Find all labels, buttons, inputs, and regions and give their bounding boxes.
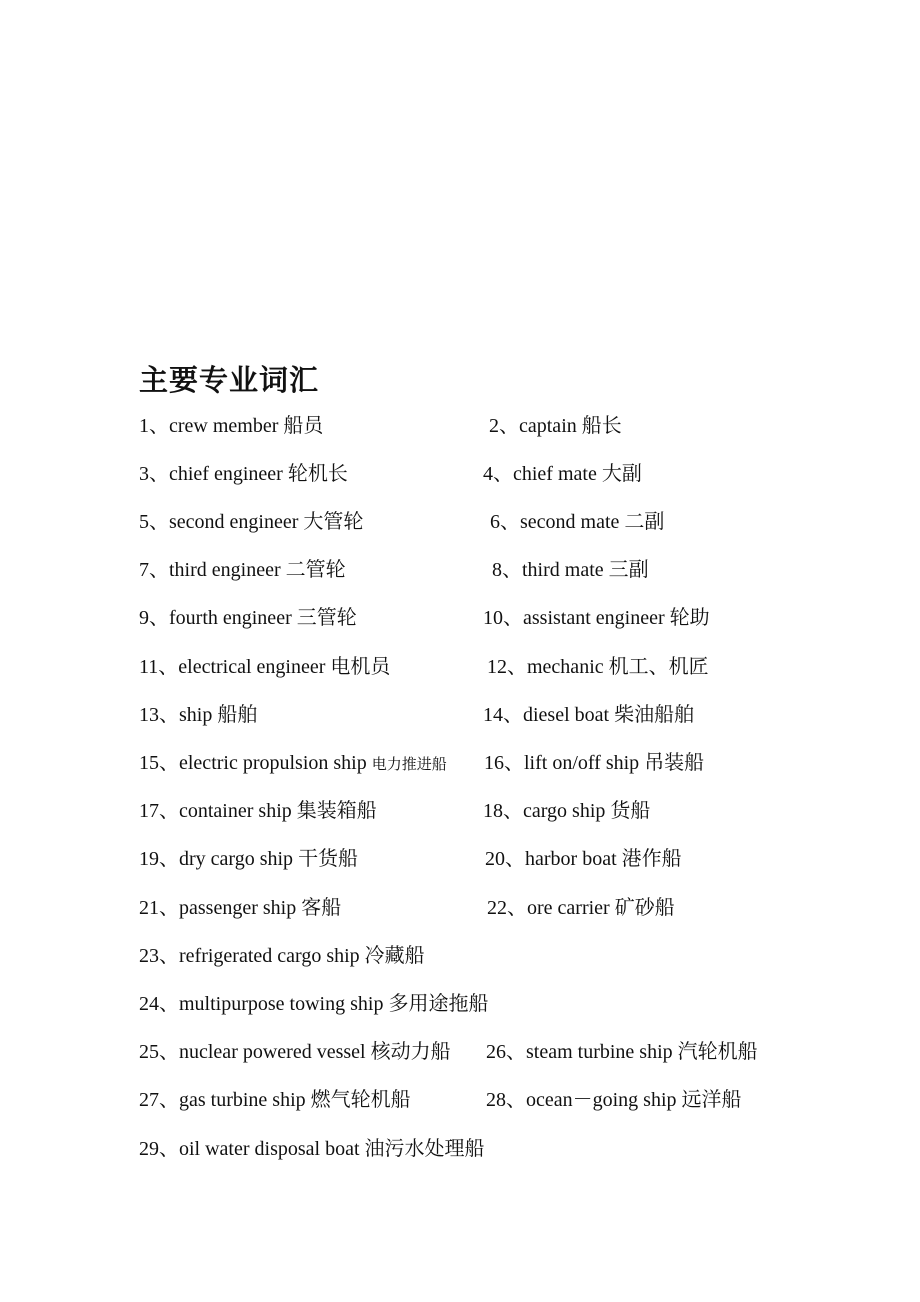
vocab-entry-28: 28、ocean－going ship 远洋船 [486, 1089, 742, 1111]
vocab-entry-8: 8、third mate 三副 [492, 559, 649, 581]
vocab-entry-9: 9、fourth engineer 三管轮 [139, 607, 357, 629]
vocab-entry-16: 16、lift on/off ship 吊装船 [484, 752, 705, 774]
entry-chinese: 柴油船舶 [614, 704, 695, 726]
entry-chinese: 轮助 [669, 607, 710, 629]
entry-chinese: 大副 [601, 463, 642, 485]
entry-number: 20 [485, 848, 505, 870]
entry-number: 22 [487, 897, 507, 919]
vocab-entry-26: 26、steam turbine ship 汽轮机船 [486, 1041, 758, 1063]
entry-english: mechanic [527, 656, 604, 678]
entry-chinese: 核动力船 [370, 1041, 451, 1063]
entry-number: 6 [490, 511, 500, 533]
entry-number: 9 [139, 607, 149, 629]
vocab-entry-7: 7、third engineer 二管轮 [139, 559, 346, 581]
entry-number: 25 [139, 1041, 159, 1063]
vocab-entry-13: 13、ship 船舶 [139, 704, 258, 726]
vocab-entry-6: 6、second mate 二副 [490, 511, 665, 533]
entry-number: 28 [486, 1089, 506, 1111]
entry-number: 3 [139, 463, 149, 485]
entry-english: third mate [522, 559, 604, 581]
entry-number: 26 [486, 1041, 506, 1063]
entry-english: lift on/off ship [524, 752, 640, 774]
entry-number: 23 [139, 945, 159, 967]
vocab-entry-14: 14、diesel boat 柴油船舶 [483, 704, 695, 726]
vocab-entry-29: 29、oil water disposal boat 油污水处理船 [139, 1138, 485, 1160]
entry-english: refrigerated cargo ship [179, 945, 360, 967]
entry-english: ship [179, 704, 213, 726]
entry-english: ocean－going ship [526, 1089, 677, 1111]
entry-chinese: 二管轮 [285, 559, 346, 581]
entry-number: 29 [139, 1138, 159, 1160]
entry-chinese: 客船 [301, 897, 342, 919]
vocab-entry-11: 11、electrical engineer 电机员 [139, 656, 391, 678]
entry-english: captain [519, 415, 577, 437]
entry-number: 10 [483, 607, 503, 629]
entry-chinese: 轮机长 [287, 463, 348, 485]
vocab-entry-25: 25、nuclear powered vessel 核动力船 [139, 1041, 451, 1063]
entry-chinese: 集装箱船 [296, 800, 377, 822]
vocab-entry-23: 23、refrigerated cargo ship 冷藏船 [139, 945, 425, 967]
entry-chinese: 三管轮 [296, 607, 357, 629]
vocab-entry-5: 5、second engineer 大管轮 [139, 511, 364, 533]
entry-chinese: 电机员 [330, 656, 391, 678]
entry-english: third engineer [169, 559, 281, 581]
entry-number: 5 [139, 511, 149, 533]
entry-number: 14 [483, 704, 503, 726]
entry-chinese: 吊装船 [644, 752, 705, 774]
entry-english: diesel boat [523, 704, 610, 726]
entry-chinese: 燃气轮机船 [310, 1089, 411, 1111]
entry-number: 15 [139, 752, 159, 774]
vocab-entry-20: 20、harbor boat 港作船 [485, 848, 682, 870]
vocab-entry-4: 4、chief mate 大副 [483, 463, 642, 485]
vocab-entry-2: 2、captain 船长 [489, 415, 622, 437]
entry-english: electrical engineer [178, 656, 326, 678]
vocab-entry-12: 12、mechanic 机工、机匠 [487, 656, 709, 678]
entry-number: 19 [139, 848, 159, 870]
entry-number: 24 [139, 993, 159, 1015]
entry-number: 4 [483, 463, 493, 485]
entry-english: multipurpose towing ship [179, 993, 384, 1015]
entry-english: chief engineer [169, 463, 283, 485]
entry-number: 1 [139, 415, 149, 437]
entry-english: chief mate [513, 463, 597, 485]
entry-chinese: 冷藏船 [364, 945, 425, 967]
entry-number: 18 [483, 800, 503, 822]
entry-english: fourth engineer [169, 607, 292, 629]
entry-chinese: 多用途拖船 [388, 993, 489, 1015]
entry-english: oil water disposal boat [179, 1138, 360, 1160]
vocab-entry-18: 18、cargo ship 货船 [483, 800, 651, 822]
entry-chinese: 二副 [624, 511, 665, 533]
entry-english: ore carrier [527, 897, 610, 919]
entry-english: gas turbine ship [179, 1089, 306, 1111]
entry-english: crew member [169, 415, 279, 437]
entry-number: 16 [484, 752, 504, 774]
entry-number: 13 [139, 704, 159, 726]
vocab-entry-15: 15、electric propulsion ship 电力推进船 [139, 752, 447, 774]
entry-number: 7 [139, 559, 149, 581]
entry-number: 21 [139, 897, 159, 919]
entry-chinese: 船长 [581, 415, 622, 437]
vocab-entry-1: 1、crew member 船员 [139, 415, 324, 437]
entry-number: 27 [139, 1089, 159, 1111]
entry-chinese: 船员 [283, 415, 324, 437]
entry-english: steam turbine ship [526, 1041, 673, 1063]
entry-chinese: 汽轮机船 [677, 1041, 758, 1063]
entry-chinese: 机工、机匠 [608, 656, 709, 678]
entry-english: harbor boat [525, 848, 617, 870]
entry-chinese: 干货船 [298, 848, 359, 870]
entry-chinese: 三副 [608, 559, 649, 581]
entry-chinese: 港作船 [621, 848, 682, 870]
page-title: 主要专业词汇 [139, 363, 320, 397]
entry-english: second mate [520, 511, 620, 533]
entry-chinese: 矿砂船 [614, 897, 675, 919]
entry-english: passenger ship [179, 897, 297, 919]
entry-english: assistant engineer [523, 607, 665, 629]
vocab-entry-24: 24、multipurpose towing ship 多用途拖船 [139, 993, 489, 1015]
vocab-entry-27: 27、gas turbine ship 燃气轮机船 [139, 1089, 411, 1111]
entry-number: 8 [492, 559, 502, 581]
entry-chinese: 船舶 [217, 704, 258, 726]
entry-number: 12 [487, 656, 507, 678]
entry-english: dry cargo ship [179, 848, 294, 870]
entry-chinese: 电力推进船 [371, 757, 447, 773]
entry-chinese: 大管轮 [303, 511, 364, 533]
vocab-entry-22: 22、ore carrier 矿砂船 [487, 897, 675, 919]
entry-chinese: 货船 [610, 800, 651, 822]
entry-number: 11 [139, 656, 159, 678]
vocab-entry-17: 17、container ship 集装箱船 [139, 800, 377, 822]
vocab-entry-3: 3、chief engineer 轮机长 [139, 463, 348, 485]
entry-english: nuclear powered vessel [179, 1041, 366, 1063]
entry-chinese: 远洋船 [681, 1089, 742, 1111]
entry-number: 17 [139, 800, 159, 822]
entry-english: second engineer [169, 511, 299, 533]
entry-chinese: 油污水处理船 [364, 1138, 485, 1160]
entry-english: container ship [179, 800, 292, 822]
entry-english: cargo ship [523, 800, 606, 822]
entry-number: 2 [489, 415, 499, 437]
vocab-entry-19: 19、dry cargo ship 干货船 [139, 848, 359, 870]
vocab-entry-10: 10、assistant engineer 轮助 [483, 607, 710, 629]
entry-english: electric propulsion ship [179, 752, 367, 774]
vocab-entry-21: 21、passenger ship 客船 [139, 897, 342, 919]
